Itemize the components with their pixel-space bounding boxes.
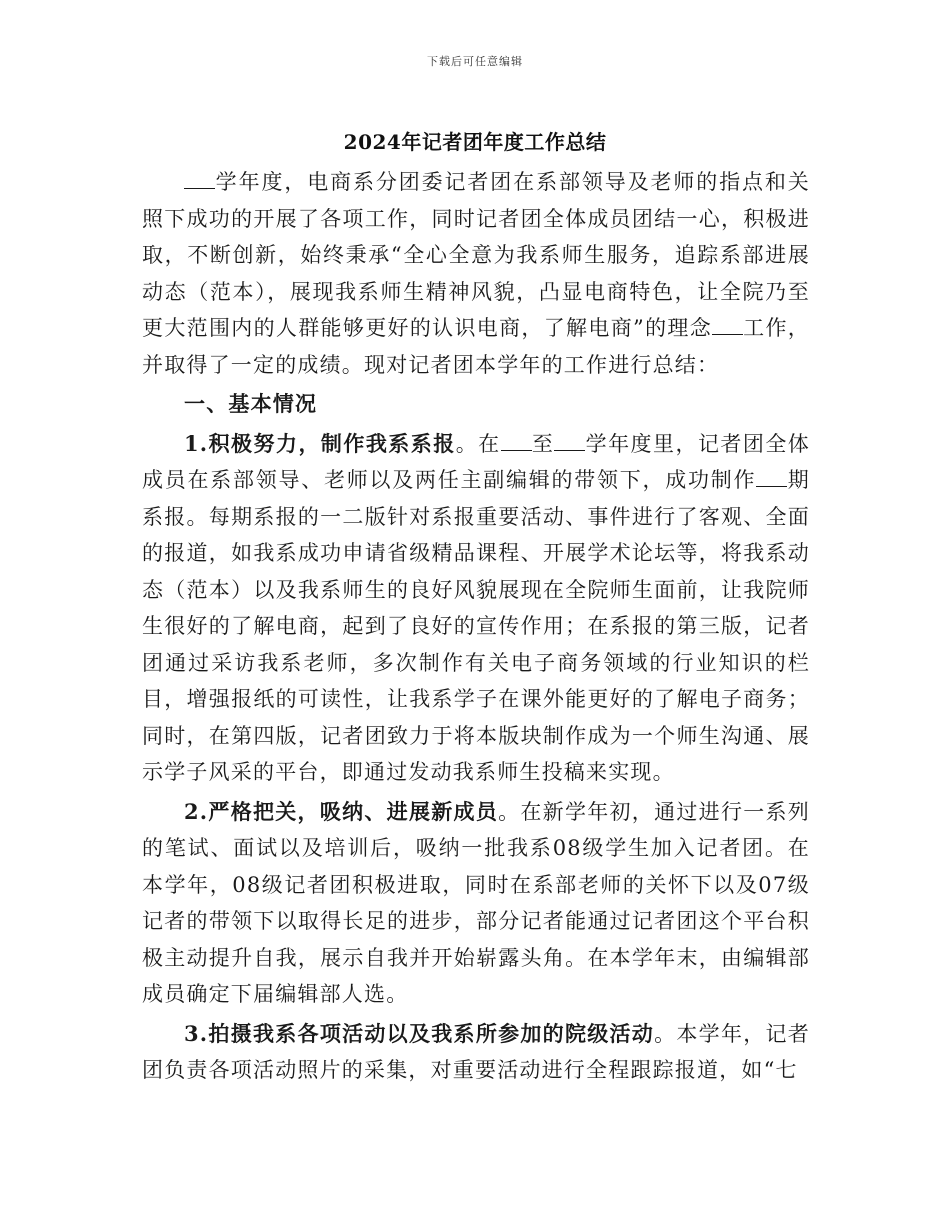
blank-line — [712, 333, 743, 335]
item-3-paragraph — [142, 1016, 810, 1089]
blank-line — [756, 485, 787, 487]
item-3-lead: 3.拍摄我系各项活动以及我系所参加的院级活动 — [184, 1020, 655, 1046]
item-1-paragraph — [142, 426, 810, 791]
intro-text-2: 工作，并取得了一定的成绩。现对记者团本学年的工作进行总结： — [142, 316, 810, 377]
item-1-text-2: 至 — [531, 431, 555, 456]
intro-paragraph — [142, 164, 810, 383]
item-2-lead: 2.严格把关，吸纳、进展新成员 — [184, 798, 499, 824]
document-title: 2024年记者团年度工作总结 — [343, 130, 607, 154]
item-1-text-4: 期系报。每期系报的一二版针对系报重要活动、事件进行了客观、全面的报道，如我系成功申请省级精品课程、开展学术论坛等，将我系动态（范本）以及我系师生的良好风貌展现在全院师生面前，让我院师生很好的了解电商，起到了良好的宣传作用；在系报的第三版，记者团通过采访我系老师，多次制作有关电子商务领域的行业知识的栏目，增强报纸的可读性，让我系学子在课外能更好的了解电子商务；同时，在第四版，记者团致力于将本版块制作成为一个师生沟通、展示学子风采的平台，即通过发动我系师生投稿来实现。 — [142, 468, 810, 784]
item-1-text-3: 学年度里，记者团全体成员在系部领导、老师以及两任主副编辑的带领下，成功制作 — [142, 431, 810, 492]
item-1-text-1: 。在 — [455, 431, 501, 456]
blank-line — [501, 449, 532, 451]
item-2-paragraph — [142, 794, 810, 1013]
blank-line — [554, 449, 585, 451]
item-1-lead: 1.积极努力，制作我系系报 — [184, 430, 456, 456]
section-heading-basic: 一、基本情况 — [184, 391, 318, 416]
blank-line — [184, 187, 215, 189]
intro-text-1: 学年度，电商系分团委记者团在系部领导及老师的指点和关照下成功的开展了各项工作，同时记者团全体成员团结一心，积极进取，不断创新，始终秉承“全心全意为我系师生服务，追踪系部进展动态（范本），展现我系师生精神风貌，凸显电商特色，让全院乃至更大范围内的人群能够更好的认识电商，了解电商”的理念 — [142, 170, 810, 340]
page-header-note: 下载后可任意编辑 — [427, 55, 523, 68]
document-body — [142, 164, 810, 1089]
item-3-body: 。本学年，记者团负责各项活动照片的采集，对重要活动进行全程跟踪报道，如“七 — [142, 1021, 810, 1082]
item-2-body: 。在新学年初，通过进行一系列的笔试、面试以及培训后，吸纳一批我系08级学生加入记者团。在本学年，08级记者团积极进取，同时在系部老师的关怀下以及07级记者的带领下以取得长足的进步，部分记者能通过记者团这个平台积极主动提升自我，展示自我并开始崭露头角。在本学年末，由编辑部成员确定下届编辑部人选。 — [142, 799, 810, 1006]
